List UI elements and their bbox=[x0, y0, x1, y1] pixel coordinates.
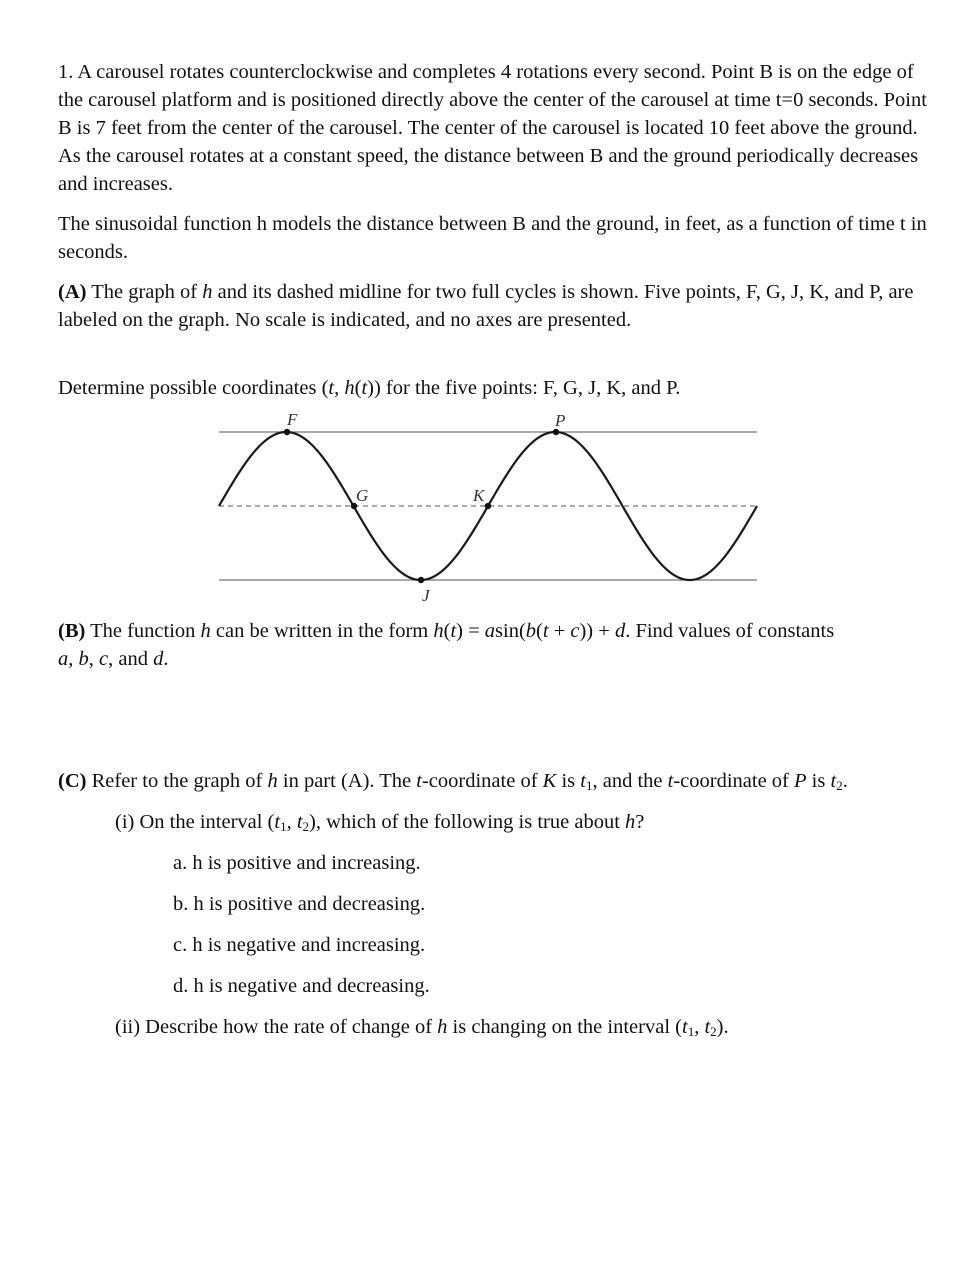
part-c-t1: t bbox=[580, 770, 586, 792]
form-open: ( bbox=[443, 620, 451, 642]
form-a: a bbox=[484, 620, 496, 642]
qi-h: h bbox=[625, 811, 636, 833]
part-c-text-2: in part (A). The bbox=[277, 770, 417, 792]
qii-text: (ii) Describe how the rate of change of bbox=[115, 1016, 438, 1038]
form-sin: sin( bbox=[495, 620, 526, 642]
part-c-t-2: t bbox=[667, 770, 674, 792]
part-c-h: h bbox=[267, 770, 278, 792]
qii-sub2: 2 bbox=[710, 1024, 717, 1039]
part-c-p: P bbox=[794, 770, 807, 792]
part-c-label: (C) bbox=[58, 770, 87, 792]
part-c-sub1: 1 bbox=[585, 778, 593, 793]
determine-h: h bbox=[344, 377, 355, 399]
qii-sub1: 1 bbox=[687, 1024, 695, 1039]
qii-comma: , bbox=[694, 1016, 705, 1038]
form-t2: t bbox=[542, 620, 549, 642]
problem-text bbox=[58, 58, 928, 402]
determine-comma: , bbox=[334, 377, 345, 399]
question-ii bbox=[58, 1013, 948, 1041]
label-p: P bbox=[555, 411, 566, 430]
part-c-intro bbox=[58, 767, 948, 795]
form-t: t bbox=[450, 620, 457, 642]
qi-q: ? bbox=[635, 811, 645, 833]
const-a: a bbox=[58, 648, 69, 670]
part-c-text-5: , and the bbox=[592, 770, 668, 792]
form-plus: + bbox=[548, 620, 571, 642]
form-c: c bbox=[570, 620, 580, 642]
sinusoid-graph bbox=[205, 405, 775, 605]
part-c-text-3: -coordinate of bbox=[421, 770, 543, 792]
qii-h: h bbox=[437, 1016, 448, 1038]
qi-sub1: 1 bbox=[280, 819, 287, 834]
form-end: )) + bbox=[579, 620, 615, 642]
const-d: d bbox=[153, 648, 164, 670]
qii-t2: t bbox=[704, 1016, 711, 1038]
sep-2: , bbox=[88, 648, 99, 670]
qii-text-2: is changing on the interval ( bbox=[447, 1016, 682, 1038]
form-close: ) = bbox=[456, 620, 485, 642]
part-c-sub2: 2 bbox=[836, 778, 843, 793]
part-b-text-3: . Find values of constants bbox=[625, 620, 835, 642]
part-c-text-6: -coordinate of bbox=[673, 770, 795, 792]
label-j: J bbox=[422, 586, 430, 605]
const-b: b bbox=[78, 648, 89, 670]
qi-text: (i) On the interval ( bbox=[115, 811, 275, 833]
form-h: h bbox=[433, 620, 444, 642]
determine-text-2: )) for the five points: F, G, J, K, and P. bbox=[367, 377, 681, 399]
intro-paragraph: 1. A carousel rotates counterclockwise and completes 4 rotations every second. Point B is on the edge of the carousel platform and is positioned directly above the center of the carousel at time t=0 seconds. Point B is 7 feet from the center of the carousel. The center of the carousel is located 10 feet above the ground. As the carousel rotates at a constant speed, the distance between B and the ground periodically decreases and increases. bbox=[58, 61, 927, 195]
part-b-text: The function bbox=[85, 620, 201, 642]
qi-sub2: 2 bbox=[302, 819, 310, 834]
part-c-t: t bbox=[416, 770, 422, 792]
determine-paragraph bbox=[58, 374, 928, 402]
label-f: F bbox=[287, 410, 298, 429]
part-c bbox=[58, 767, 948, 1054]
part-c-end: . bbox=[842, 770, 848, 792]
qi-comma: , bbox=[286, 811, 297, 833]
const-c: c bbox=[99, 648, 109, 670]
qi-t2: t bbox=[296, 811, 303, 833]
qii-t1: t bbox=[681, 1016, 688, 1038]
model-paragraph: The sinusoidal function h models the distance between B and the ground, in feet, as a function of time t in seconds. bbox=[58, 213, 927, 263]
part-a-label: (A) bbox=[58, 281, 87, 303]
determine-paren: ( bbox=[354, 377, 362, 399]
part-c-text: Refer to the graph of bbox=[86, 770, 268, 792]
point-k bbox=[485, 503, 491, 509]
form-d: d bbox=[614, 620, 626, 642]
sep-1: , bbox=[68, 648, 79, 670]
determine-text: Determine possible coordinates ( bbox=[58, 377, 329, 399]
part-a-h: h bbox=[202, 281, 213, 303]
qii-end: ). bbox=[716, 1016, 729, 1038]
option-a: a. h is positive and increasing. bbox=[173, 852, 421, 874]
qi-t1: t bbox=[274, 811, 281, 833]
determine-t: t bbox=[328, 377, 335, 399]
option-b: b. h is positive and decreasing. bbox=[173, 893, 426, 915]
point-f bbox=[284, 429, 290, 435]
point-j bbox=[418, 577, 424, 583]
sep-3: , and bbox=[108, 648, 154, 670]
part-b bbox=[58, 617, 928, 673]
form-b: b bbox=[525, 620, 537, 642]
part-a-text: The graph of bbox=[86, 281, 203, 303]
part-c-t2: t bbox=[830, 770, 837, 792]
option-c: c. h is negative and increasing. bbox=[173, 934, 426, 956]
question-i bbox=[58, 808, 948, 836]
label-g: G bbox=[356, 486, 369, 505]
part-b-label: (B) bbox=[58, 620, 86, 642]
part-b-h: h bbox=[200, 620, 211, 642]
part-a-paragraph bbox=[58, 278, 928, 334]
part-a-text-2: and its dashed midline for two full cycles is shown. Five points, F, G, J, K, and P, are labeled on the graph. No scale is indicated, and no axes are presented. bbox=[58, 281, 914, 331]
part-b-paragraph bbox=[58, 617, 928, 673]
qi-text-2: ), which of the following is true about bbox=[309, 811, 626, 833]
determine-t2: t bbox=[361, 377, 368, 399]
part-c-k: K bbox=[542, 770, 557, 792]
part-b-text-2: can be written in the form bbox=[210, 620, 434, 642]
label-k: K bbox=[473, 486, 485, 505]
part-c-text-4: is bbox=[556, 770, 581, 792]
option-d: d. h is negative and decreasing. bbox=[173, 975, 430, 997]
part-b-end: . bbox=[163, 648, 169, 670]
part-c-text-7: is bbox=[806, 770, 831, 792]
form-paren: ( bbox=[536, 620, 543, 642]
